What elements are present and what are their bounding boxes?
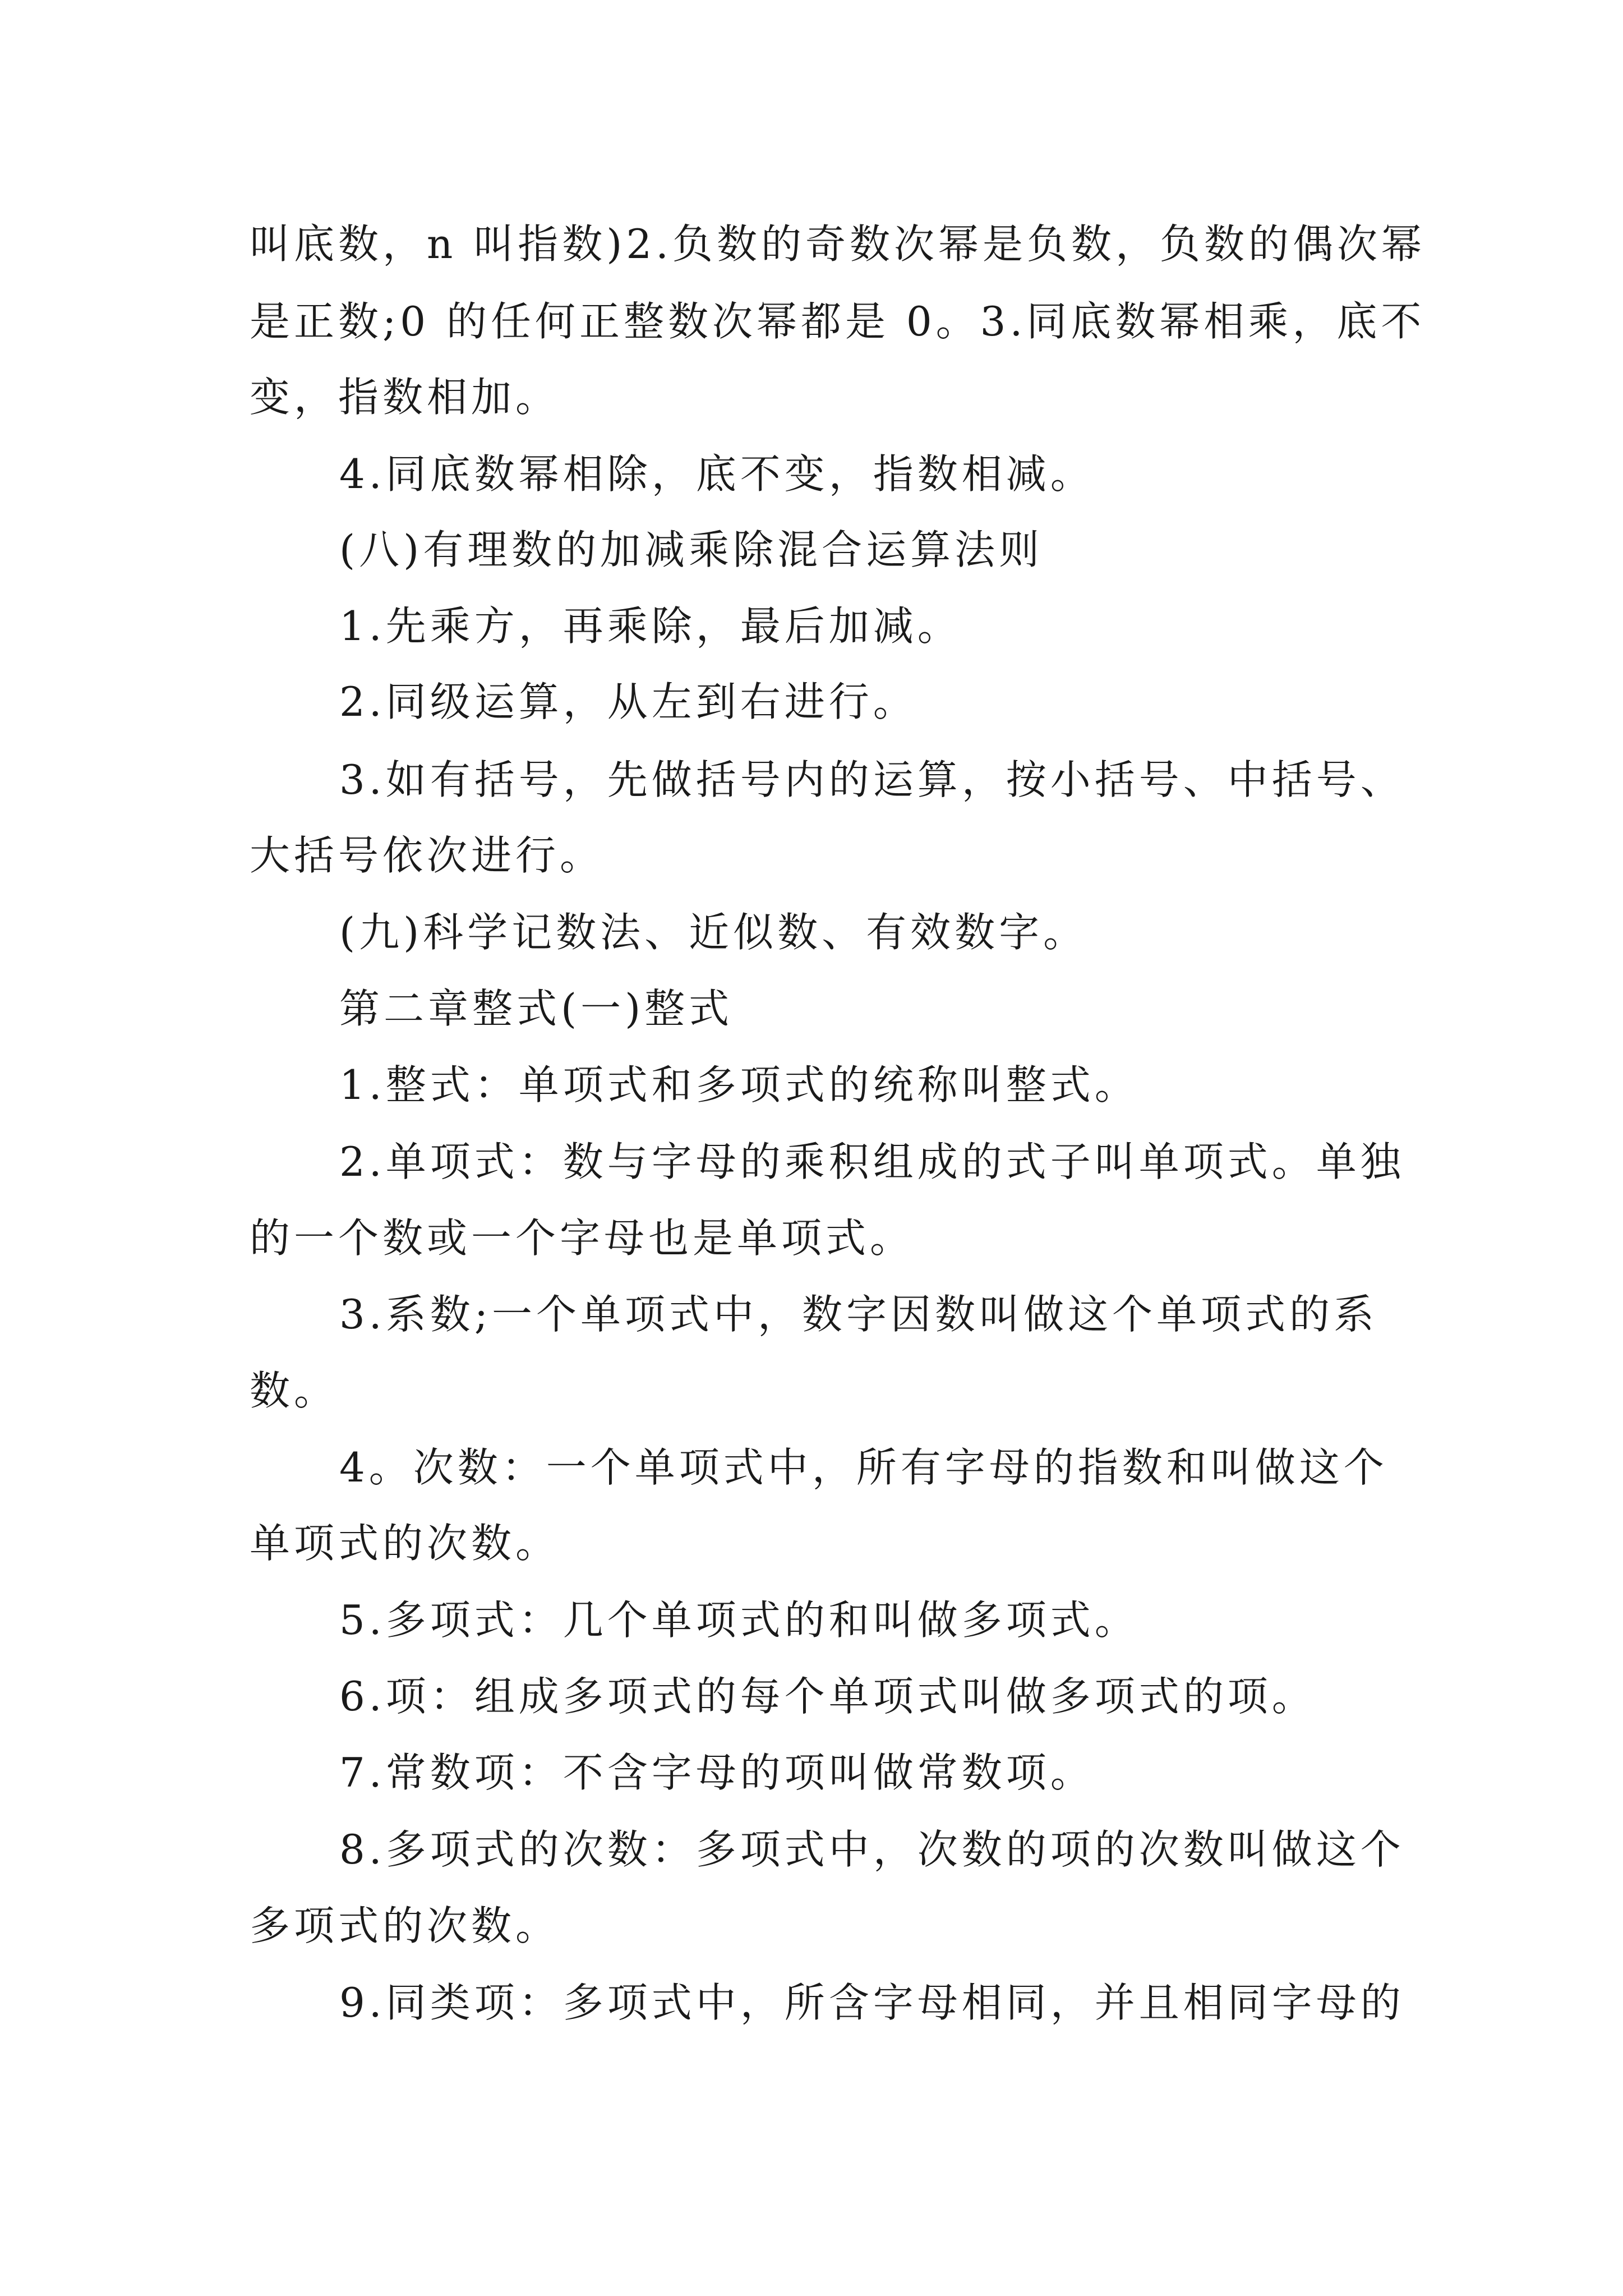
text-line: 大括号依次进行。 — [250, 832, 605, 879]
chapter-heading: 第二章整式(一)整式 — [339, 985, 734, 1032]
text-line: 是正数;0 的任何正整数次幂都是 0。3.同底数幂相乘，底不 — [250, 298, 1426, 345]
text-line: 5.多项式：几个单项式的和叫做多项式。 — [339, 1596, 1139, 1644]
text-line: 8.多项式的次数：多项式中，次数的项的次数叫做这个 — [339, 1826, 1405, 1873]
text-line: 4。次数：一个单项式中，所有字母的指数和叫做这个 — [339, 1444, 1388, 1491]
text-line: 1.整式：单项式和多项式的统称叫整式。 — [339, 1061, 1139, 1108]
text-line: 3.系数;一个单项式中，数字因数叫做这个单项式的系 — [339, 1291, 1378, 1338]
text-line: 2.同级运算，从左到右进行。 — [339, 678, 917, 725]
text-line: 变，指数相加。 — [250, 374, 560, 421]
text-line: 叫底数，n 叫指数)2.负数的奇数次幂是负数，负数的偶次幂 — [250, 220, 1426, 268]
text-line: 4.同底数幂相除，底不变，指数相减。 — [339, 450, 1095, 498]
section-heading: (八)有理数的加减乘除混合运算法则 — [339, 526, 1044, 573]
text-line: 的一个数或一个字母也是单项式。 — [250, 1214, 915, 1262]
text-line: 7.常数项：不含字母的项叫做常数项。 — [339, 1749, 1095, 1796]
text-line: 3.如有括号，先做括号内的运算，按小括号、中括号、 — [339, 756, 1405, 803]
section-heading: (九)科学记数法、近似数、有效数字。 — [339, 909, 1088, 956]
text-line: 9.同类项：多项式中，所含字母相同，并且相同字母的 — [339, 1979, 1405, 2026]
text-line: 多项式的次数。 — [250, 1902, 560, 1949]
text-line: 单项式的次数。 — [250, 1520, 560, 1567]
text-line: 1.先乘方，再乘除，最后加减。 — [339, 602, 962, 650]
text-line: 2.单项式：数与字母的乘积组成的式子叫单项式。单独 — [339, 1138, 1405, 1185]
text-line: 数。 — [250, 1367, 339, 1414]
text-line: 6.项：组成多项式的每个单项式叫做多项式的项。 — [339, 1673, 1316, 1720]
